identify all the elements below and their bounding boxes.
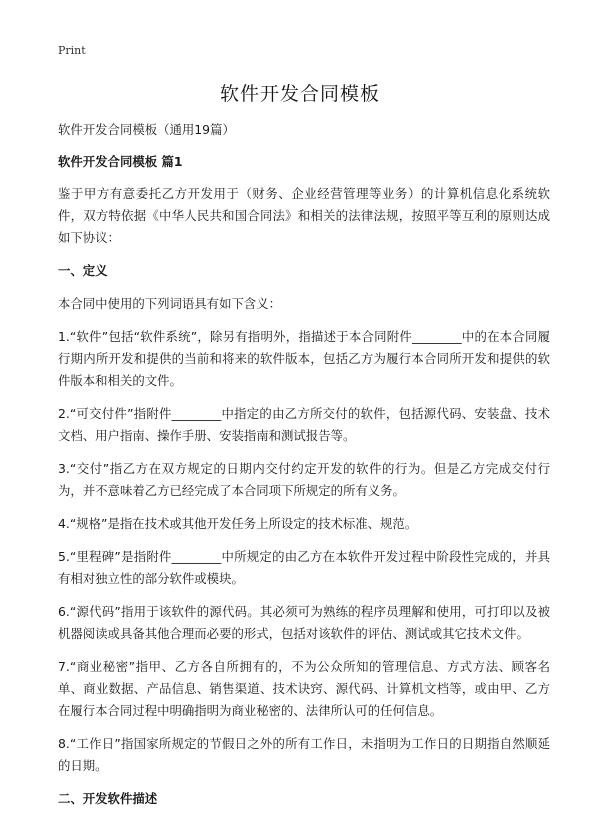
definition-item: 6.“源代码”指用于该软件的源代码。其必须可为熟练的程序员理解和使用，可打印以及被机器阅读或具备其他合理而必要的形式，包括对该软件的评估、测试或其它技术文件。: [58, 604, 550, 641]
document-body: [58, 119, 550, 821]
heading-software-description: 二、开发软件描述: [58, 791, 158, 806]
heading-definitions: 一、定义: [58, 263, 108, 278]
definition-item: 4.“规格”是指在技术或其他开发任务上所设定的技术标准、规范。: [58, 516, 418, 531]
intro-paragraph: 鉴于甲方有意委托乙方开发用于（财务、企业经营管理等业务）的计算机信息化系统软件，双方特依据《中华人民共和国合同法》和相关的法律法规，按照平等互利的原则达成如下协议：: [58, 186, 550, 245]
print-link[interactable]: Print: [58, 44, 86, 57]
section-title: 软件开发合同模板 篇1: [58, 154, 183, 169]
document-title: 软件开发合同模板: [219, 83, 380, 105]
definition-item: 5.“里程碑”是指附件________中所规定的由乙方在本软件开发过程中阶段性完成的，并具有相对独立性的部分软件或模块。: [58, 549, 550, 586]
definition-item: 2.“可交付件”指附件________中指定的由乙方所交付的软件，包括源代码、安装盘、技术文档、用户指南、操作手册、安装指南和测试报告等。: [58, 406, 550, 443]
definition-item: 1.“软件”包括“软件系统”，除另有指明外，指描述于本合同附件________中的在本合同履行期内所开发和提供的当前和将来的软件版本，包括乙方为履行本合同所开发和提供的软件版本和相关的文件。: [58, 329, 550, 388]
definition-item: 3.“交付”指乙方在双方规定的日期内交付约定开发的软件的行为。但是乙方完成交付行为，并不意味着乙方已经完成了本合同项下所规定的所有义务。: [58, 461, 550, 498]
definition-item: 7.“商业秘密”指甲、乙方各自所拥有的，不为公众所知的管理信息、方式方法、顾客名单、商业数据、产品信息、销售渠道、技术诀窍、源代码、计算机文档等，或由甲、乙方在履行本合同过程中明确指明为商业秘密的、法律所认可的任何信息。: [58, 659, 550, 718]
document-subtitle: 软件开发合同模板（通用19篇）: [58, 122, 235, 137]
definition-item: 8.“工作日”指国家所规定的节假日之外的所有工作日，未指明为工作日的日期指自然顺延的日期。: [58, 736, 550, 773]
definitions-intro: 本合同中使用的下列词语具有如下含义：: [58, 296, 282, 311]
